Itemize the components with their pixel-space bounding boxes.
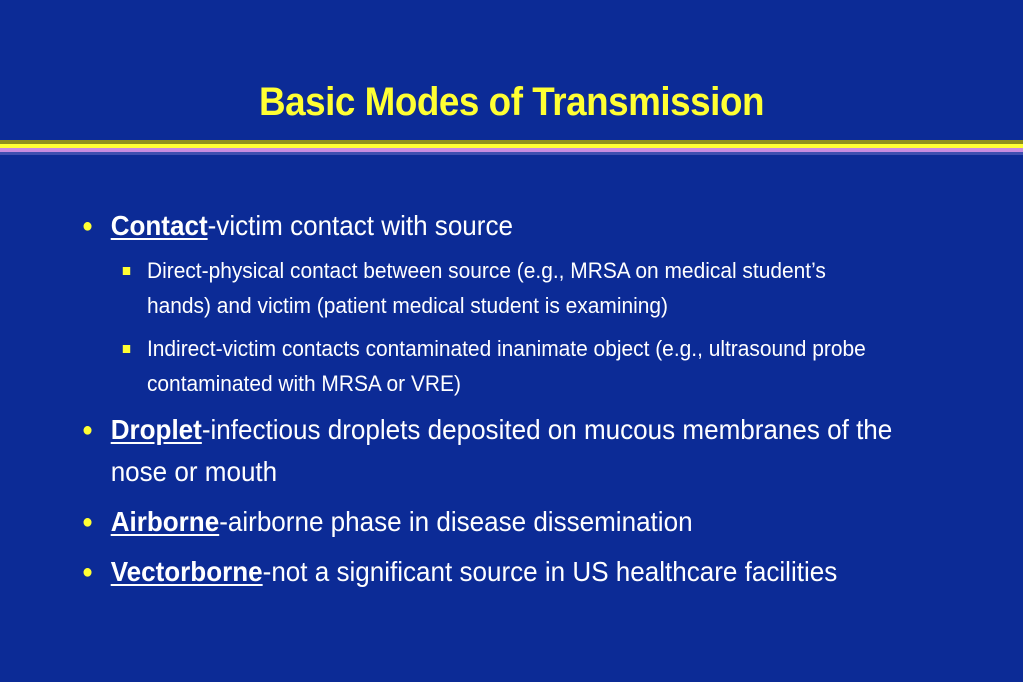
round-bullet-icon: ● bbox=[81, 419, 94, 441]
slide-title: Basic Modes of Transmission bbox=[259, 80, 764, 124]
bullet-item-droplet bbox=[80, 409, 910, 493]
bullet-text: -victim contact with source bbox=[207, 210, 513, 241]
bullet-item-airborne bbox=[80, 501, 910, 543]
round-bullet-icon: ● bbox=[81, 215, 94, 237]
bullet-text: -not a significant source in US healthcare facilities bbox=[262, 556, 838, 587]
bullet-term: Airborne bbox=[110, 506, 220, 537]
round-bullet-icon: ● bbox=[81, 511, 94, 533]
square-bullet-icon bbox=[123, 267, 130, 275]
bullet-text: -airborne phase in disease dissemination bbox=[219, 506, 693, 537]
round-bullet-icon: ● bbox=[81, 561, 94, 583]
bullet-term: Droplet bbox=[110, 414, 202, 445]
bullet-list bbox=[80, 205, 960, 593]
sub-bullet-text: Indirect-victim contacts contaminated inanimate object (e.g., ultrasound probe contaminated with MRSA or VRE) bbox=[146, 336, 866, 396]
square-bullet-icon bbox=[123, 345, 130, 353]
bullet-term: Contact bbox=[110, 210, 208, 241]
sub-bullet-item-indirect bbox=[80, 331, 891, 401]
bullet-text: -infectious droplets deposited on mucous membranes of the nose or mouth bbox=[110, 414, 893, 487]
sub-bullet-item-direct bbox=[80, 253, 891, 323]
bullet-term: Vectorborne bbox=[110, 556, 263, 587]
bullet-item-contact bbox=[80, 205, 910, 247]
bullet-item-vectorborne bbox=[80, 551, 910, 593]
title-divider-line bbox=[0, 152, 1023, 155]
sub-bullet-text: Direct-physical contact between source (e.g., MRSA on medical student’s hands) and victim (patient medical student is examining) bbox=[146, 258, 826, 318]
